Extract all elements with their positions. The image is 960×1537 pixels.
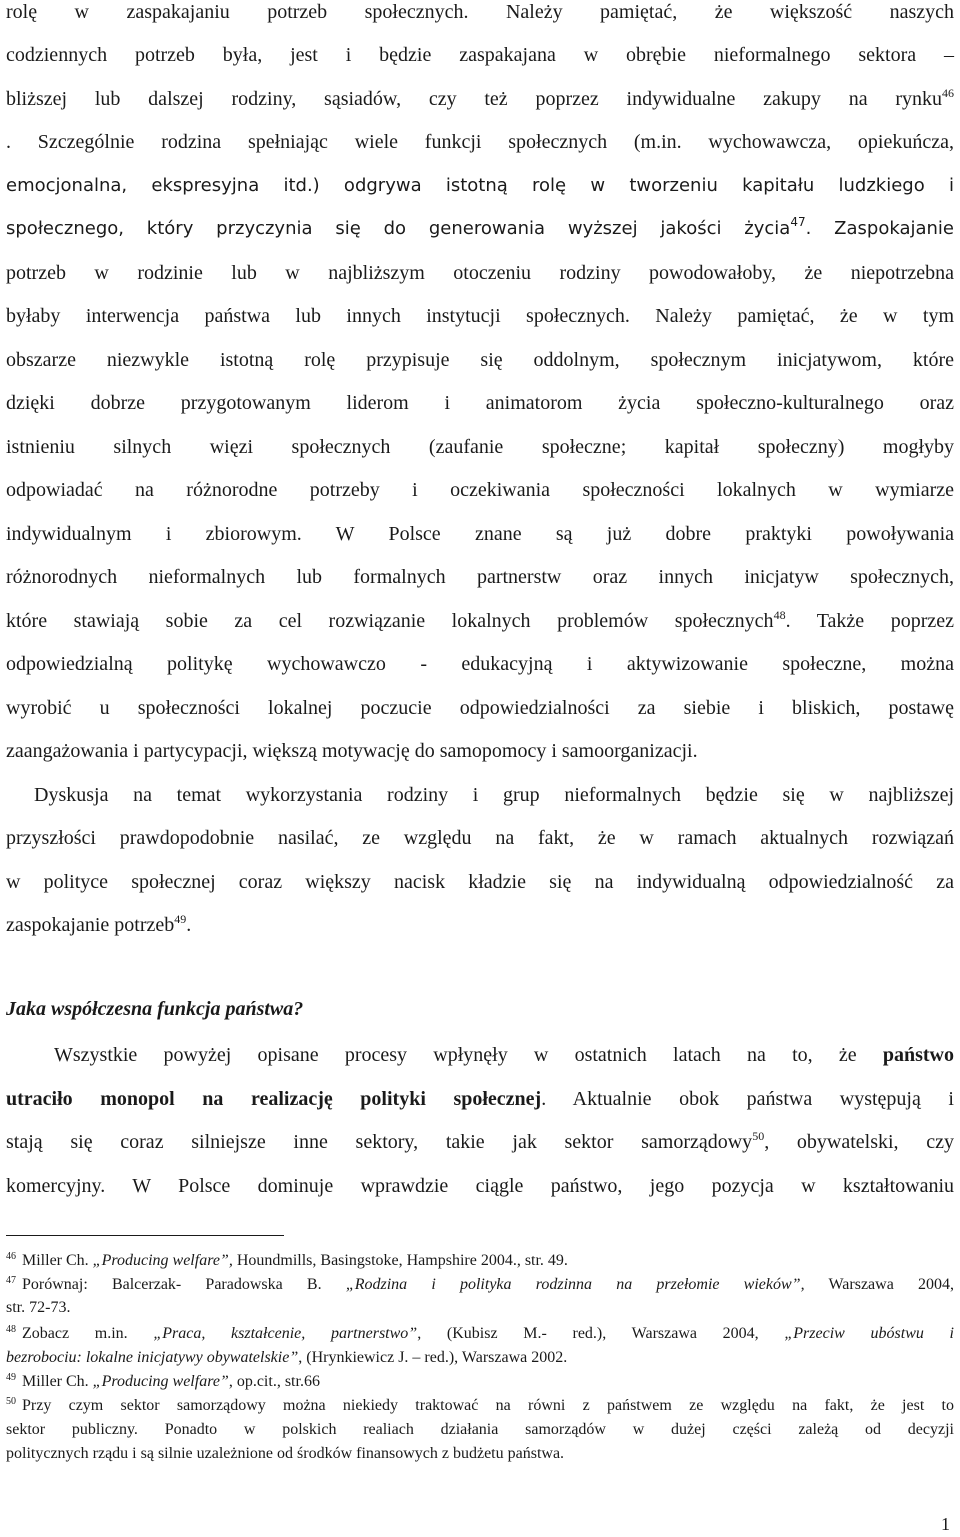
body-line-1: rolę w zaspakajaniu potrzeb społecznych. Należy pamiętać, że większość naszych [6,1,954,23]
body-line-18: zaangażowania i partycypacji, większą motywację do samopomocy i samoorganizacji. [6,740,698,762]
footnote-ref-49: 49 [174,912,187,926]
body-text: stają się coraz silniejsze inne sektory, takie jak sektor samorządowy [6,1131,753,1153]
footnote-ref-48: 48 [773,608,786,622]
footnote-50-cont-1: sektor publiczny. Ponadto w polskich realiach działania samorządów w dużej części zależą od decyzji [6,1421,954,1438]
body-line-9: obszarze niezwykle istotną rolę przypisuje się oddolnym, społecznym inicjatywom, które [6,349,954,371]
footnote-text: , (Kubisz M.- red.), Warszawa 2004, [417,1325,785,1342]
body-text: . Zaspokajanie [805,218,954,239]
footnote-text: Miller Ch. [22,1373,93,1390]
footnote-text: Przy czym sektor samorządowy można niekiedy traktować na równi z państwem ze względu na fakt, że jest to [22,1397,954,1414]
footnote-separator [6,1235,284,1236]
footnote-47 [6,1275,954,1295]
footnote-number: 48 [6,1324,16,1335]
footnote-text: Houndmills, Basingstoke, Hampshire 2004., str. 49. [232,1252,568,1269]
body-line-7: potrzeb w rodzinie lub w najbliższym otoczeniu rodziny powodowałoby, że niepotrzebna [6,262,954,284]
body-line-24 [6,1087,954,1111]
footnote-text: Porównaj: Balcerzak- Paradowska B. [22,1276,346,1293]
footnote-number: 50 [6,1396,16,1407]
body-line-8: byłaby interwencja państwa lub innych instytucji społecznych. Należy pamiętać, że w tym [6,305,954,327]
body-line-26: komercyjny. W Polsce dominuje wprawdzie ciągle państwo, jego pozycja w kształtowaniu [6,1175,954,1197]
page-number: 1 [941,1514,950,1534]
body-text: . Także poprzez [785,610,955,632]
body-line-11: istnieniu silnych więzi społecznych (zaufanie społeczne; kapitał społeczny) mogłyby [6,436,954,458]
footnote-number: 47 [6,1275,16,1286]
body-line-4: . Szczególnie rodzina spełniając wiele funkcji społecznych (m.in. wychowawcza, opiekuńcza, [6,131,954,153]
body-line-12: odpowiadać na różnorodne potrzeby i oczekiwania społeczności lokalnych w wymiarze [6,479,954,501]
body-line-10: dzięki dobrze przygotowanym liderom i animatorom życia społeczno-kulturalnego oraz [6,392,954,414]
footnote-text: Warszawa 2004, [804,1276,955,1293]
body-line-19: Dyskusja na temat wykorzystania rodziny i grup nieformalnych będzie się w najbliższej [34,784,954,806]
footnote-title: „Producing welfare”, [92,1252,233,1269]
footnote-text: Zobacz m.in. [22,1325,154,1342]
footnote-46 [6,1251,954,1271]
footnote-ref-46: 46 [942,86,954,100]
body-line-13: indywidualnym i zbiorowym. W Polsce znane są już dobre praktyki powoływania [6,523,954,545]
body-line-15 [6,609,954,633]
footnote-title: „Rodzina i polityka rodzinna na przełomie wieków”, [345,1276,805,1293]
body-line-20: przyszłości prawdopodobnie nasilać, ze względu na fakt, że w ramach aktualnych rozwiązań [6,827,954,849]
body-line-21: w polityce społecznej coraz większy nacisk kładzie się na indywidualną odpowiedzialność za [6,871,954,893]
body-text: zaspokajanie potrzeb [6,914,175,936]
footnote-title: „Producing welfare” [92,1373,229,1390]
footnote-number: 49 [6,1372,16,1383]
body-text: , obywatelski, czy [764,1131,954,1153]
footnote-48-cont [6,1348,954,1368]
body-text: . [186,914,192,936]
body-line-23 [54,1043,954,1067]
bold-text: państwo [882,1044,954,1066]
footnote-title: bezrobociu: lokalne inicjatywy obywatelskie” [6,1349,299,1366]
footnote-ref-47: 47 [790,215,806,229]
footnote-49 [6,1372,954,1392]
body-line-6 [6,217,954,241]
bold-text: utraciło monopol na realizację polityki społecznej [6,1088,542,1110]
section-heading: Jaka współczesna funkcja państwa? [6,998,304,1020]
body-line-25 [6,1130,954,1154]
footnote-48 [6,1324,954,1344]
footnote-text: Miller Ch. [22,1252,93,1269]
body-line-2: codziennych potrzeb była, jest i będzie zaspakajana w obrębie nieformalnego sektora – [6,44,954,66]
body-text: społecznego, który przyczynia się do generowania wyższej jakości życia [6,218,791,239]
body-line-3 [6,87,954,111]
footnote-ref-50: 50 [752,1129,765,1143]
body-line-5: emocjonalna, ekspresyjna itd.) odgrywa istotną rolę w tworzeniu kapitału ludzkiego i [6,175,954,196]
body-line-17: wyrobić u społeczności lokalnej poczucie odpowiedzialności za siebie i bliskich, postawę [6,697,954,719]
footnote-text: , (Hrynkiewicz J. – red.), Warszawa 2002. [298,1349,568,1366]
footnote-50 [6,1396,954,1416]
footnote-47-cont: str. 72-73. [6,1299,71,1316]
footnote-title: „Praca, kształcenie, partnerstwo” [153,1325,418,1342]
body-text: Wszystkie powyżej opisane procesy wpłynęły w ostatnich latach na to, że [54,1044,883,1066]
body-line-22 [6,913,954,937]
footnote-number: 46 [6,1251,16,1262]
body-line-14: różnorodnych nieformalnych lub formalnych partnerstw oraz innych inicjatyw społecznych, [6,566,954,588]
footnote-text: , op.cit., str.66 [228,1373,320,1390]
body-line-16: odpowiedzialną politykę wychowawczo - edukacyjną i aktywizowanie społeczne, można [6,653,954,675]
footnote-50-cont-2: politycznych rządu i są silnie uzależnione od środków finansowych z budżetu państwa. [6,1445,565,1462]
body-text: . Aktualnie obok państwa występują i [541,1088,954,1110]
body-text: bliższej lub dalszej rodziny, sąsiadów, czy też poprzez indywidualne zakupy na rynku [6,88,942,110]
footnote-title: „Przeciw ubóstwu i [784,1325,954,1342]
body-text: które stawiają sobie za cel rozwiązanie lokalnych problemów społecznych [6,610,774,632]
